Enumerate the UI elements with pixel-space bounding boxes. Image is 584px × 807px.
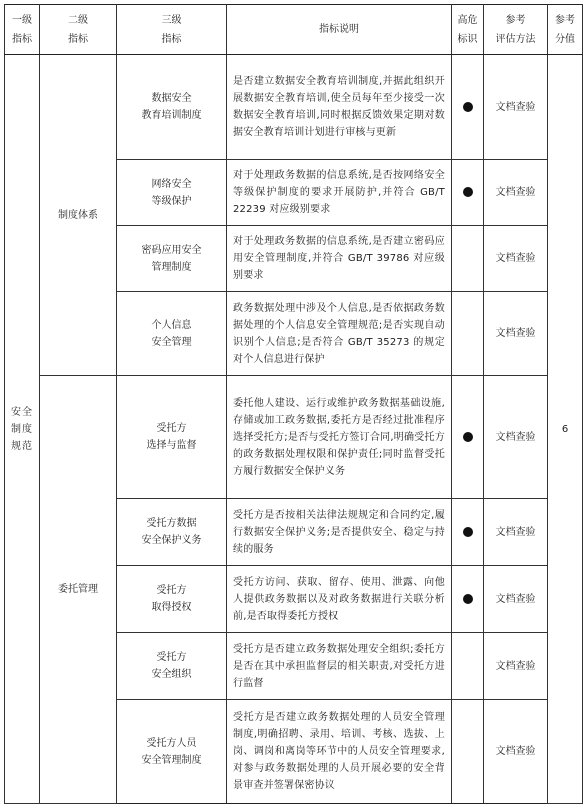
high-risk-dot-icon [463, 594, 473, 604]
level3-indicator: 受托方 取得授权 [117, 566, 227, 633]
level1-indicator: 安全 制度 规范 [5, 55, 40, 804]
indicator-description: 委托他人建设、运行或维护政务数据基础设施,存储或加工政务数据,委托方是否经过批准程序选择受托方;是否与受托方签订合同,明确受托方的政务数据处理权限和保护责任;同时监督受托方履行数据安全保护义务 [227, 376, 452, 499]
method-cell: 文档查验 [484, 160, 548, 226]
indicator-description: 受托方是否建立政务数据处理安全组织;委托方是否在其中承担监督层的相关职责,对受托方进行监督 [227, 633, 452, 700]
score-cell: 6 [548, 55, 583, 804]
header-level2: 二级 指标 [40, 5, 117, 55]
header-level3: 三级 指标 [117, 5, 227, 55]
high-risk-dot-icon [463, 102, 473, 112]
table-row [5, 376, 583, 499]
method-cell: 文档查验 [484, 633, 548, 700]
high-risk-cell [452, 292, 484, 376]
level2-indicator: 制度体系 [40, 55, 117, 376]
indicator-description: 对于处理政务数据的信息系统,是否建立密码应用安全管理制度,并符合 GB/T 39786 对应级别要求 [227, 226, 452, 292]
high-risk-dot-icon [463, 432, 473, 442]
header-description: 指标说明 [227, 5, 452, 55]
high-risk-cell [452, 376, 484, 499]
indicator-table [4, 4, 583, 804]
high-risk-cell [452, 160, 484, 226]
indicator-description: 受托方是否建立政务数据处理的人员安全管理制度,明确招聘、录用、培训、考核、选拔、上岗、调岗和离岗等环节中的人员安全管理要求,对参与政务数据处理的人员开展必要的安全背景审查并签署保密协议 [227, 700, 452, 804]
indicator-description: 受托方访问、获取、留存、使用、泄露、向他人提供政务数据以及对政务数据进行关联分析前,是否取得委托方授权 [227, 566, 452, 633]
method-cell: 文档查验 [484, 566, 548, 633]
indicator-description: 是否建立数据安全教育培训制度,并据此组织开展数据安全教育培训,使全员每年至少接受一次数据安全教育培训,同时根据反馈效果定期对数据安全教育培训计划进行审核与更新 [227, 55, 452, 160]
method-cell: 文档查验 [484, 700, 548, 804]
high-risk-cell [452, 700, 484, 804]
table-row [5, 55, 583, 160]
method-cell: 文档查验 [484, 55, 548, 160]
high-risk-cell [452, 499, 484, 566]
header-method: 参考 评估方法 [484, 5, 548, 55]
method-cell: 文档查验 [484, 292, 548, 376]
high-risk-dot-icon [463, 187, 473, 197]
high-risk-cell [452, 55, 484, 160]
level3-indicator: 个人信息 安全管理 [117, 292, 227, 376]
method-cell: 文档查验 [484, 499, 548, 566]
level3-indicator: 数据安全 教育培训制度 [117, 55, 227, 160]
level3-indicator: 受托方 安全组织 [117, 633, 227, 700]
level3-indicator: 受托方人员 安全管理制度 [117, 700, 227, 804]
header-high-risk: 高危 标识 [452, 5, 484, 55]
method-cell: 文档查验 [484, 376, 548, 499]
high-risk-dot-icon [463, 527, 473, 537]
header-score: 参考 分值 [548, 5, 583, 55]
indicator-description: 对于处理政务数据的信息系统,是否按网络安全等级保护制度的要求开展防护,并符合 GB/T 22239 对应级别要求 [227, 160, 452, 226]
level3-indicator: 受托方数据 安全保护义务 [117, 499, 227, 566]
high-risk-cell [452, 566, 484, 633]
level3-indicator: 密码应用安全 管理制度 [117, 226, 227, 292]
high-risk-cell [452, 226, 484, 292]
indicator-description: 受托方是否按相关法律法规规定和合同约定,履行数据安全保护义务;是否提供安全、稳定与持续的服务 [227, 499, 452, 566]
method-cell: 文档查验 [484, 226, 548, 292]
high-risk-cell [452, 633, 484, 700]
indicator-description: 政务数据处理中涉及个人信息,是否依据政务数据处理的个人信息安全管理规范;是否实现自动识别个人信息;是否符合 GB/T 35273 的规定对个人信息进行保护 [227, 292, 452, 376]
level3-indicator: 网络安全 等级保护 [117, 160, 227, 226]
level2-indicator: 委托管理 [40, 376, 117, 804]
header-level1: 一级 指标 [5, 5, 40, 55]
level3-indicator: 受托方 选择与监督 [117, 376, 227, 499]
